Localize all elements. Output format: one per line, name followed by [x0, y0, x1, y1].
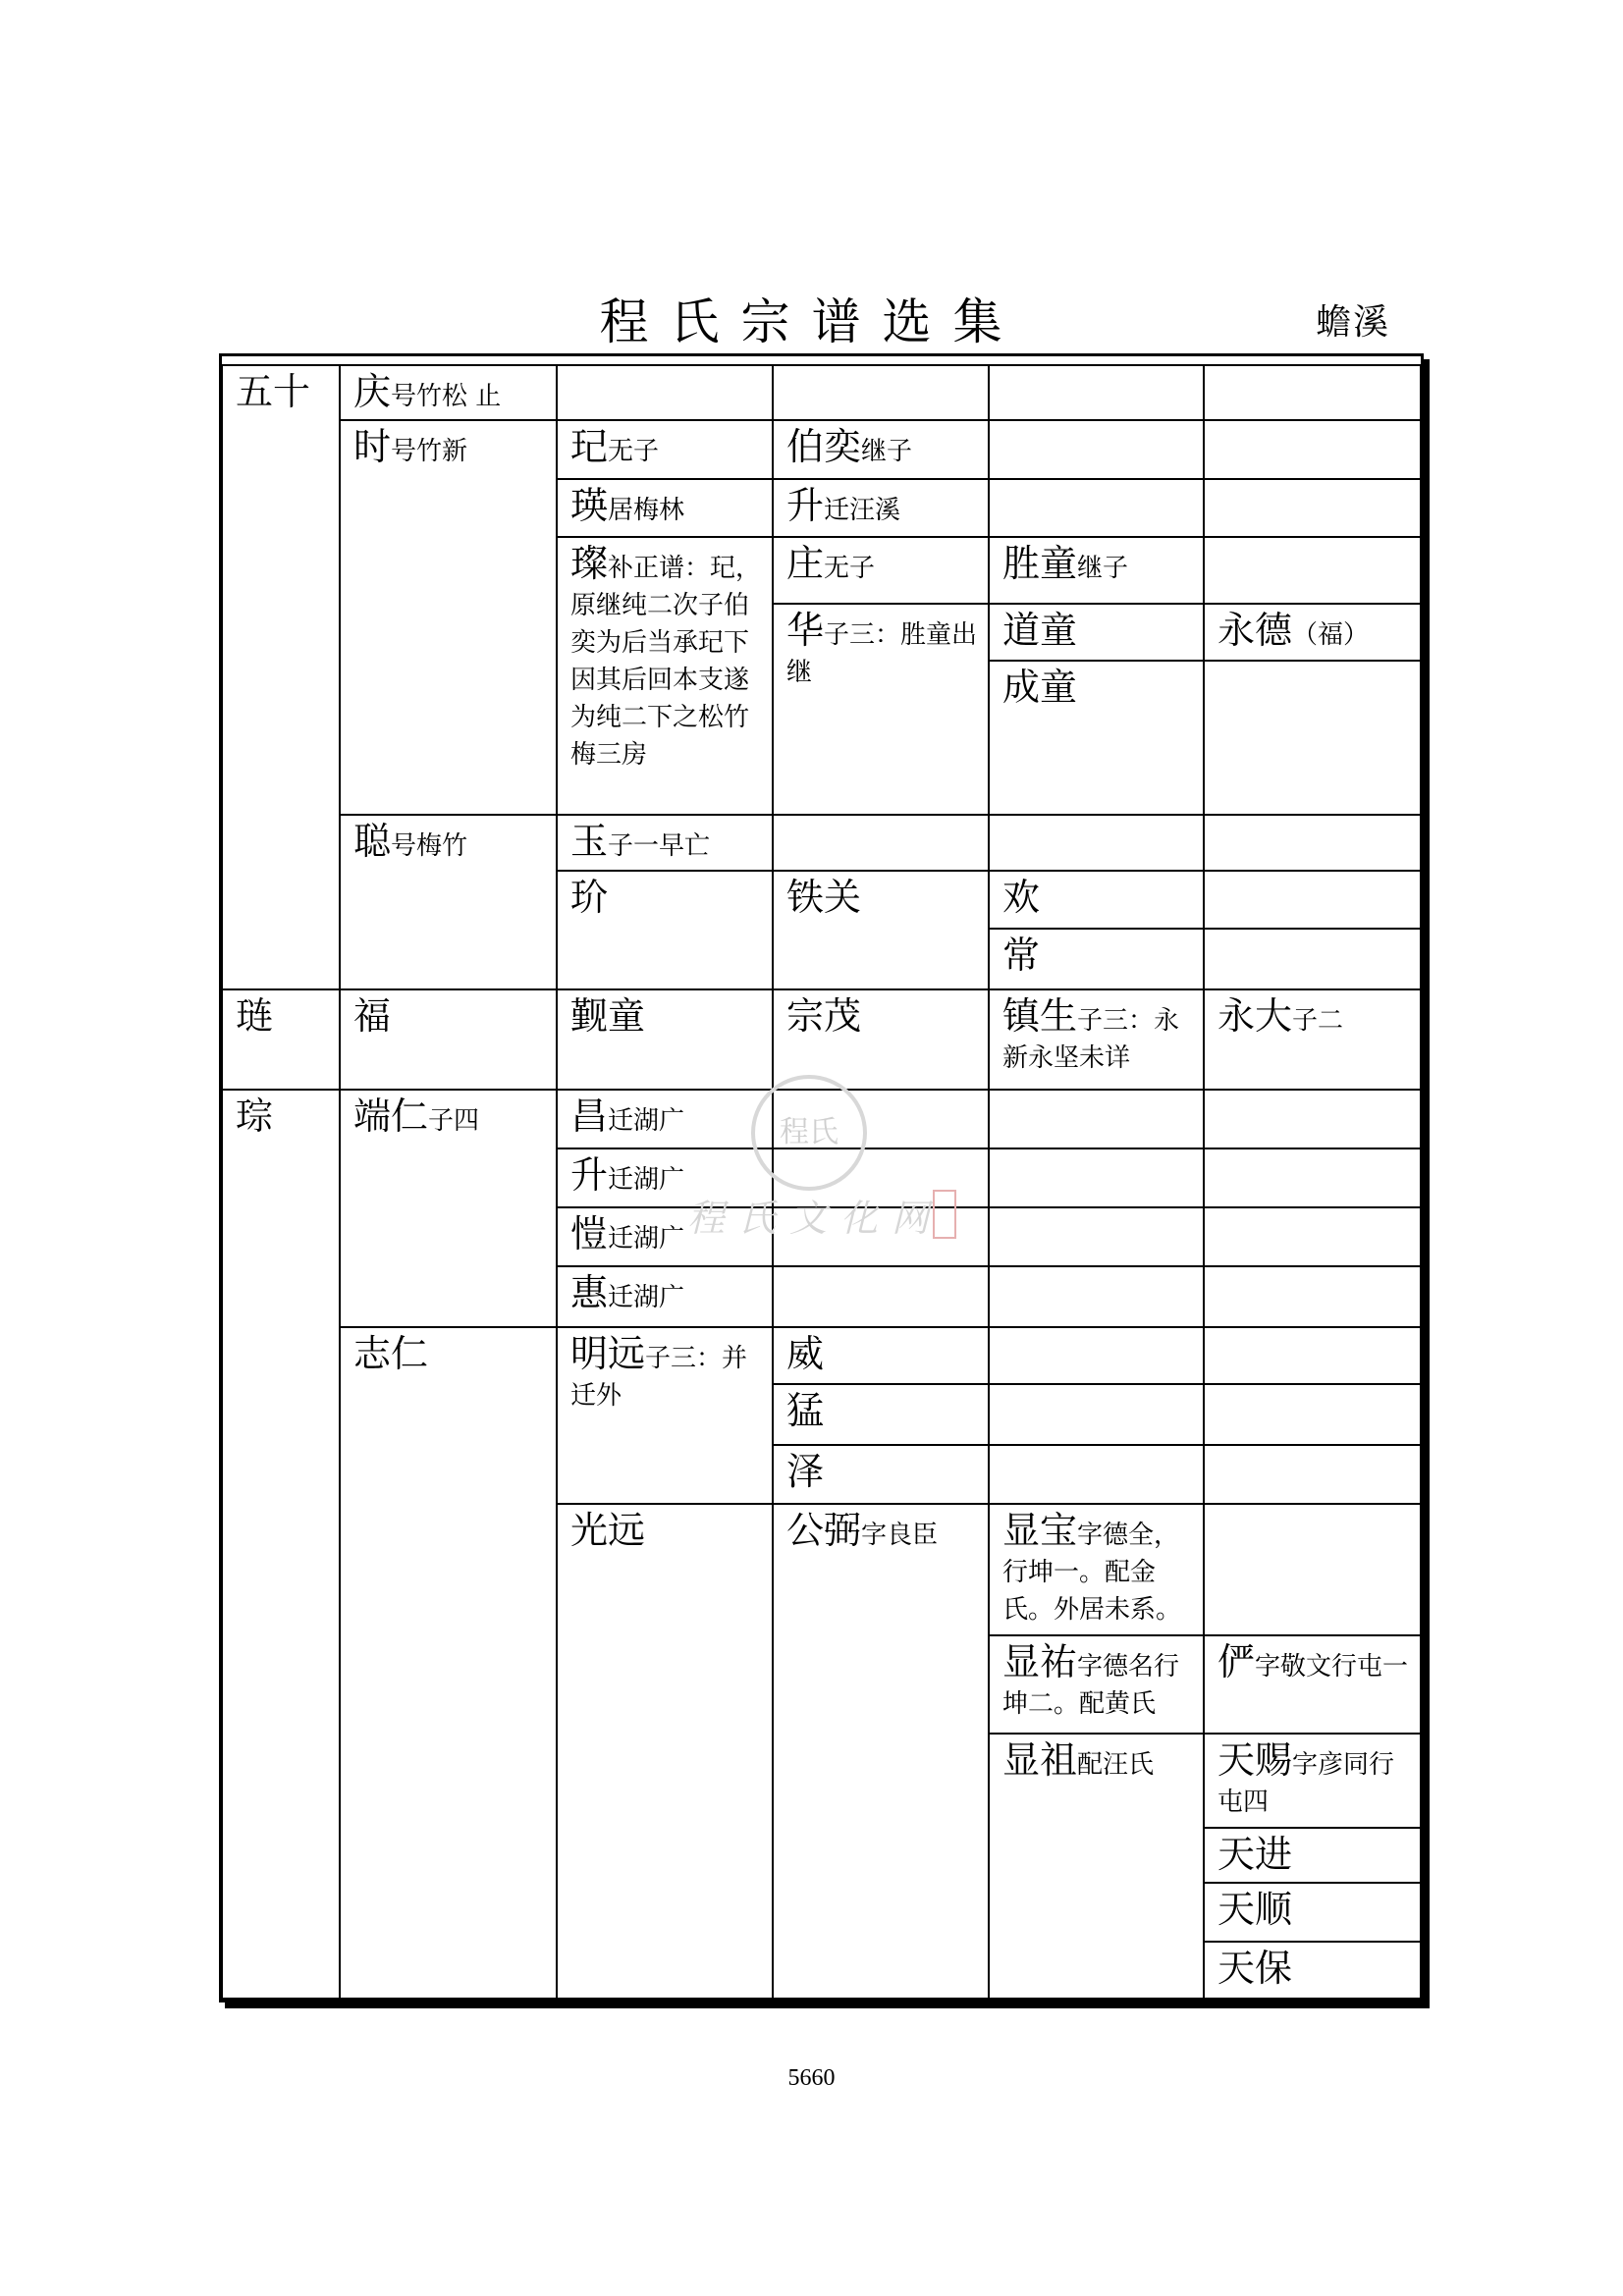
table-cell	[1217, 995, 1411, 1040]
empty-cell-1	[773, 365, 989, 420]
table-cell	[236, 1095, 330, 1139]
person-name: 璨	[570, 542, 609, 585]
person-name: 玠	[570, 876, 609, 919]
empty-cell-28	[1204, 1327, 1421, 1384]
empty-cell-32	[1204, 1445, 1421, 1504]
person-name: 显祖	[1002, 1738, 1078, 1782]
cell-border-c38	[557, 1504, 773, 1999]
person-note: 号竹新	[391, 437, 468, 466]
person-name: 猛	[786, 1389, 825, 1432]
table-cell	[570, 426, 763, 470]
table-cell	[570, 995, 763, 1039]
empty-cell-16	[989, 1090, 1204, 1148]
table-cell	[786, 1333, 979, 1376]
person-name: 威	[786, 1332, 825, 1375]
table-cell	[353, 371, 547, 415]
person-name: 升	[786, 484, 825, 527]
table-cell	[353, 995, 547, 1039]
person-name: 天保	[1217, 1947, 1293, 1990]
empty-cell-24	[773, 1266, 989, 1327]
person-name: 玘	[570, 425, 609, 468]
person-note: 字彦同行屯四	[1217, 1750, 1395, 1817]
person-note: 迁湖广	[608, 1165, 685, 1195]
person-name: 华	[786, 609, 825, 652]
person-name: 升	[570, 1153, 609, 1197]
person-name: 时	[353, 425, 392, 468]
person-note: 补正谱：玘，原继纯二次子伯奕为后当承玘下因其后回本支遂为纯二下之松竹梅三房	[570, 554, 762, 770]
person-note: 子一早亡	[608, 831, 711, 861]
person-note: 居梅林	[608, 496, 685, 525]
cell-border-c33	[340, 1327, 557, 1999]
watermark-seal: 程氏	[751, 1075, 867, 1191]
person-name: 永德	[1217, 609, 1293, 652]
person-name: 玉	[570, 820, 609, 863]
empty-cell-5	[1204, 420, 1421, 479]
person-note: 无子	[608, 437, 660, 466]
empty-cell-6	[989, 479, 1204, 537]
table-cell	[786, 1510, 979, 1554]
person-name: 成童	[1002, 666, 1078, 709]
person-name: 惠	[570, 1271, 609, 1314]
empty-cell-30	[1204, 1384, 1421, 1445]
person-name: 显宝	[1002, 1509, 1078, 1552]
person-note: 号梅竹	[391, 831, 468, 861]
table-cell	[786, 426, 979, 470]
person-note: 字德名行坤二。配黄氏	[1002, 1652, 1180, 1719]
table-cell	[1002, 1510, 1194, 1629]
person-name: 伯奕	[786, 425, 862, 468]
table-cell	[570, 1095, 763, 1140]
empty-cell-14	[1204, 929, 1421, 989]
empty-cell-7	[1204, 479, 1421, 537]
empty-cell-9	[1204, 661, 1421, 815]
table-cell	[1217, 1889, 1411, 1932]
person-note: 子四	[428, 1106, 480, 1136]
watermark-small-seal	[933, 1190, 956, 1239]
empty-cell-10	[773, 815, 989, 871]
person-name: 昌	[570, 1095, 609, 1138]
cell-border-c3	[340, 420, 557, 815]
person-note: 继子	[861, 437, 913, 466]
person-name: 志仁	[353, 1332, 429, 1375]
table-cell	[1002, 995, 1194, 1077]
person-name: 公弼	[786, 1509, 862, 1552]
table-cell	[786, 1390, 979, 1433]
person-note: 迁汪溪	[824, 496, 901, 525]
empty-cell-20	[1204, 1148, 1421, 1207]
empty-cell-31	[989, 1445, 1204, 1504]
person-note: 迁湖广	[608, 1283, 685, 1312]
person-name: 庆	[353, 370, 392, 413]
watermark-text: 程氏文化网	[687, 1197, 944, 1240]
cell-border-c27	[222, 1090, 340, 1999]
table-cell	[353, 821, 547, 865]
empty-cell-3	[1204, 365, 1421, 420]
person-note: 迁湖广	[608, 1106, 685, 1136]
table-cell	[786, 877, 979, 920]
person-name: 五十	[236, 370, 311, 413]
page-number: 5660	[787, 2065, 836, 2091]
table-cell	[786, 610, 979, 691]
table-cell	[570, 1510, 763, 1553]
table-cell	[786, 1451, 979, 1494]
table-cell	[786, 543, 979, 587]
person-note: 子三：并迁外	[570, 1344, 748, 1411]
empty-cell-4	[989, 420, 1204, 479]
empty-cell-13	[1204, 871, 1421, 929]
empty-cell-25	[989, 1266, 1204, 1327]
person-name: 俨	[1217, 1640, 1256, 1683]
person-name: 道童	[1002, 609, 1078, 652]
empty-cell-19	[989, 1148, 1204, 1207]
empty-cell-23	[1204, 1207, 1421, 1266]
person-name: 铁关	[786, 876, 862, 919]
table-cell	[786, 485, 979, 529]
person-name: 聪	[353, 820, 392, 863]
empty-cell-26	[1204, 1266, 1421, 1327]
person-name: 胜童	[1002, 542, 1078, 585]
table-cell	[1002, 667, 1194, 710]
table-cell	[1217, 1739, 1411, 1821]
table-cell	[570, 485, 763, 529]
table-cell	[353, 1333, 547, 1376]
empty-cell-33	[1204, 1504, 1421, 1635]
empty-cell-2	[989, 365, 1204, 420]
person-name: 显祐	[1002, 1640, 1078, 1683]
empty-cell-29	[989, 1384, 1204, 1445]
table-cell	[786, 995, 979, 1039]
cell-border-c39	[773, 1504, 989, 1999]
person-name: 明远	[570, 1332, 646, 1375]
person-name: 端仁	[353, 1095, 429, 1138]
person-name: 宗茂	[786, 994, 862, 1038]
person-note: 配汪氏	[1077, 1750, 1155, 1780]
empty-cell-12	[1204, 815, 1421, 871]
person-name: 天进	[1217, 1833, 1293, 1876]
table-cell	[1002, 934, 1194, 978]
empty-cell-11	[989, 815, 1204, 871]
cell-border-c1	[222, 365, 340, 989]
person-note: 子三：永新永坚未详	[1002, 1006, 1180, 1073]
table-cell	[570, 1272, 763, 1316]
empty-cell-8	[1204, 537, 1421, 604]
table-cell	[353, 426, 547, 470]
person-name: 常	[1002, 934, 1041, 977]
person-note: （福）	[1292, 620, 1370, 650]
empty-cell-17	[1204, 1090, 1421, 1148]
person-name: 欢	[1002, 876, 1041, 919]
table-cell	[1002, 877, 1194, 920]
table-cell	[570, 543, 763, 774]
person-name: 福	[353, 994, 392, 1038]
person-name: 琮	[236, 1095, 274, 1138]
person-name: 天顺	[1217, 1888, 1293, 1931]
region-label: 蟾溪	[1316, 302, 1391, 343]
table-cell	[1217, 1834, 1411, 1877]
table-cell	[1002, 1739, 1194, 1784]
person-name: 愷	[570, 1212, 609, 1255]
person-name: 永大	[1217, 994, 1293, 1038]
person-name: 光远	[570, 1509, 646, 1552]
person-name: 琏	[236, 994, 274, 1038]
person-note: 号竹松 止	[391, 382, 502, 411]
person-name: 瑛	[570, 484, 609, 527]
table-cell	[1002, 543, 1194, 587]
person-note: 继子	[1077, 554, 1129, 583]
table-cell	[236, 995, 330, 1039]
table-cell	[1217, 1948, 1411, 1991]
table-cell	[1217, 610, 1411, 654]
person-note: 无子	[824, 554, 876, 583]
person-name: 天赐	[1217, 1738, 1293, 1782]
empty-cell-27	[989, 1327, 1204, 1384]
person-note: 子三：胜童出继	[786, 620, 978, 687]
table-cell	[570, 1333, 763, 1415]
person-note: 子二	[1292, 1006, 1344, 1036]
person-name: 庄	[786, 542, 825, 585]
table-cell	[353, 1095, 547, 1140]
person-name: 镇生	[1002, 994, 1078, 1038]
empty-cell-0	[557, 365, 773, 420]
table-cell	[1002, 1641, 1194, 1723]
person-note: 字良臣	[861, 1521, 939, 1550]
table-cell	[236, 371, 330, 414]
person-name: 觐童	[570, 994, 646, 1038]
empty-cell-22	[989, 1207, 1204, 1266]
table-cell	[570, 821, 763, 865]
person-note: 字德全，行坤一。配金氏。外居未系。	[1002, 1521, 1182, 1625]
table-cell	[1002, 610, 1194, 653]
table-cell	[570, 877, 763, 920]
table-cell	[1217, 1641, 1411, 1685]
person-name: 泽	[786, 1450, 825, 1493]
page-title: 程氏宗谱选集	[599, 294, 1024, 350]
person-note: 字敬文行屯一	[1255, 1652, 1409, 1682]
person-note: 迁湖广	[608, 1224, 685, 1254]
